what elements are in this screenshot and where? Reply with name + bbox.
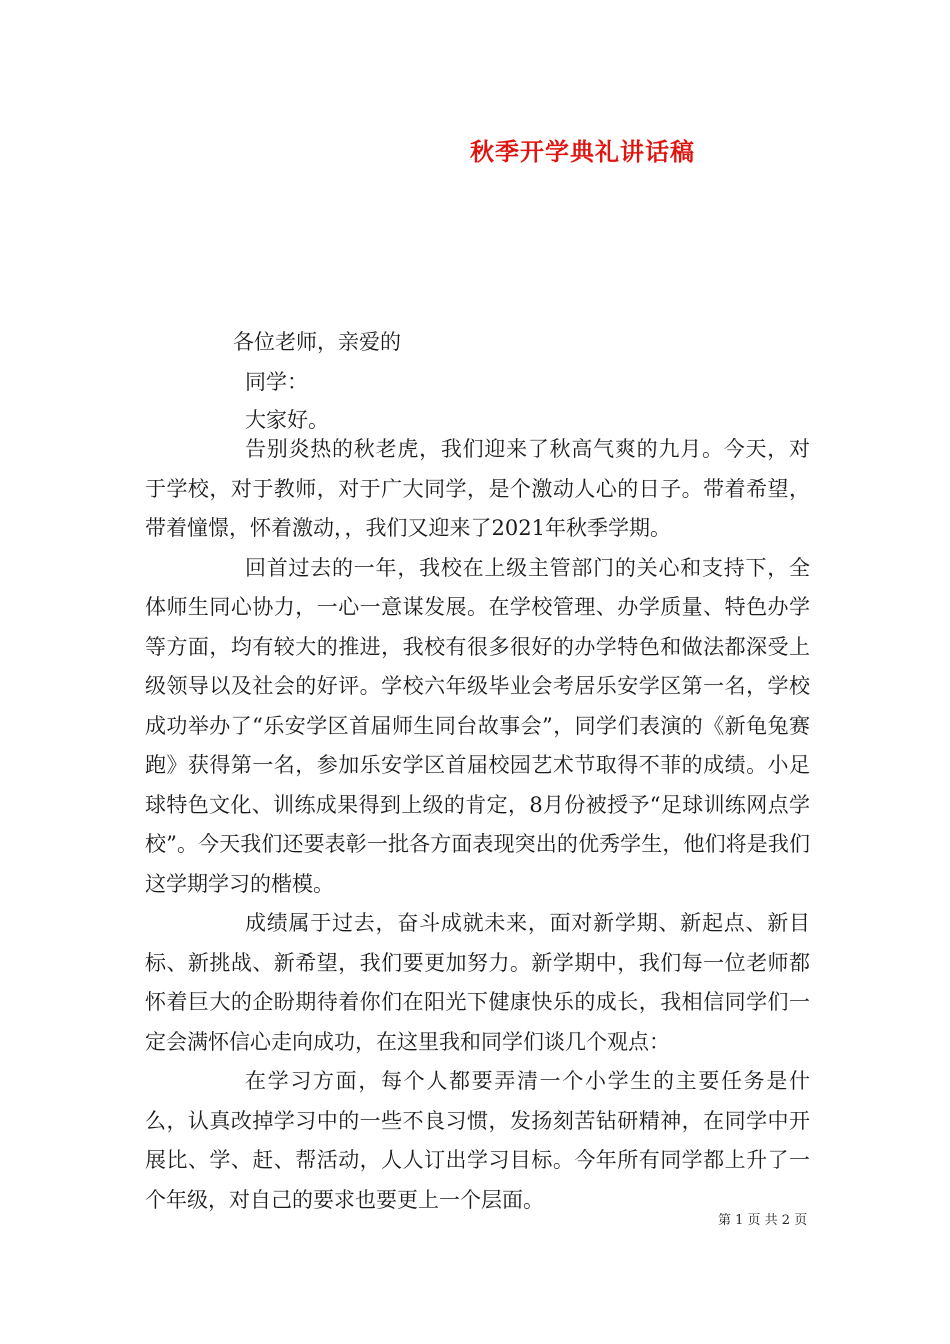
salutation-line-2: 同学：	[245, 370, 308, 394]
body-text	[145, 430, 810, 1220]
document-title: 秋季开学典礼讲话稿	[470, 137, 695, 166]
page-footer: 第 1 页 共 2 页	[718, 1213, 808, 1228]
paragraph-3: 成绩属于过去，奋斗成就未来，面对新学期、新起点、新目标、新挑战、新希望，我们要更加努力。新学期中，我们每一位老师都怀着巨大的企盼期待着你们在阳光下健康快乐的成长，我相信同学们一定会满怀信心走向成功，在这里我和同学们谈几个观点：	[145, 911, 810, 1054]
salutation-line-1: 各位老师，亲爱的	[233, 330, 401, 354]
paragraph-4: 在学习方面，每个人都要弄清一个小学生的主要任务是什么，认真改掉学习中的一些不良习惯，发扬刻苦钻研精神，在同学中开展比、学、赶、帮活动，人人订出学习目标。今年所有同学都上升了一个年级，对自己的要求也要更上一个层面。	[145, 1069, 810, 1212]
paragraph-1: 告别炎热的秋老虎，我们迎来了秋高气爽的九月。今天，对于学校，对于教师，对于广大同学，是个激动人心的日子。带着希望，带着憧憬，怀着激动，，我们又迎来了2021年秋季学期。	[145, 437, 810, 540]
greeting: 大家好。	[245, 408, 329, 432]
paragraph-2: 回首过去的一年，我校在上级主管部门的关心和支持下，全体师生同心协力，一心一意谋发展。在学校管理、办学质量、特色办学等方面，均有较大的推进，我校有很多很好的办学特色和做法都深受上级领导以及社会的好评。学校六年级毕业会考居乐安学区第一名，学校成功举办了“乐安学区首届师生同台故事会”，同学们表演的《新龟兔赛跑》获得第一名，参加乐安学区首届校园艺术节取得不菲的成绩。小足球特色文化、训练成果得到上级的肯定，8月份被授予“足球训练网点学校”。今天我们还要表彰一批各方面表现突出的优秀学生，他们将是我们这学期学习的楷模。	[145, 555, 810, 896]
